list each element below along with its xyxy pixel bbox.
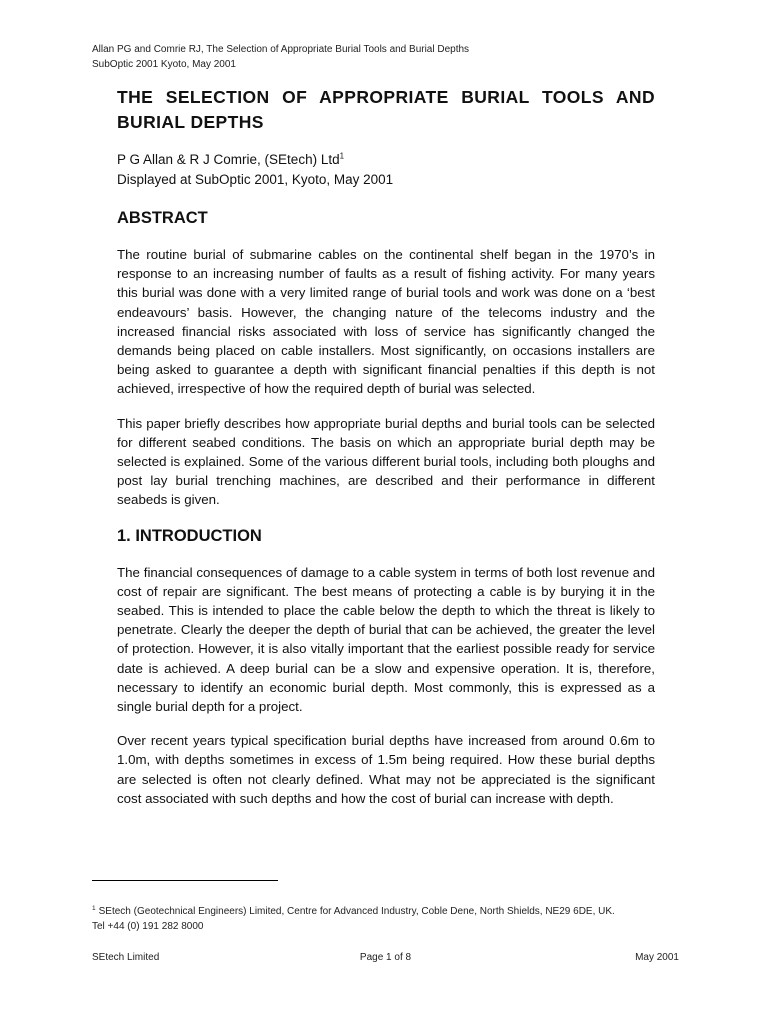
abstract-paragraph-1: The routine burial of submarine cables on the continental shelf began in the 1970’s in response to an increasing number of faults as a result of fishing activity. For many years this burial was done with a very limited range of burial tools and work was done on a ‘best endeavours’ basis. However, the changing nature of the telecoms industry and the increased financial risks associated with loss of service has significantly changed the demands being placed on cable installers. Most significantly, on occasions installers are being asked to guarantee a depth with significant financial penalties if this depth is not achieved, irrespective of how the required depth of burial was selected.: [117, 247, 655, 397]
footer-company: SEtech Limited: [92, 952, 160, 963]
footer-date: May 2001: [635, 952, 679, 963]
abstract-heading: ABSTRACT: [117, 209, 208, 227]
footer-page-number: Page 1 of 8: [359, 952, 412, 963]
footnote-line-2: Tel +44 (0) 191 282 8000: [92, 921, 204, 932]
footnote-text: SEtech (Geotechnical Engineers) Limited, Centre for Advanced Industry, Coble Dene, North Shields, NE29 6DE, UK.: [98, 906, 615, 917]
author-line: [117, 150, 655, 170]
page-body: [117, 85, 655, 808]
author-footnote-mark: 1: [339, 151, 345, 161]
footnote-mark: 1: [92, 904, 96, 912]
venue-line: Displayed at SubOptic 2001, Kyoto, May 2001: [117, 172, 394, 187]
running-header-line-1: Allan PG and Comrie RJ, The Selection of Appropriate Burial Tools and Burial Depths: [92, 44, 470, 55]
running-header: [92, 42, 469, 72]
author-names: P G Allan & R J Comrie, (SEtech) Ltd: [117, 152, 340, 167]
introduction-paragraph-2: Over recent years typical specification burial depths have increased from around 0.6m to 1.0m, with depths sometimes in excess of 1.5m being required. How these burial depths are selected is often not clearly defined. What may not be appreciated is the significant cost associated with such depths and how the cost of burial can increase with depth.: [117, 733, 655, 806]
introduction-paragraph-1: The financial consequences of damage to a cable system in terms of both lost revenue and cost of repair are significant. The best means of protecting a cable is by burying it in the seabed. This is intended to place the cable below the depth to which the threat is likely to penetrate. Clearly the deeper the depth of burial that can be achieved, the greater the level of protection. However, it is also vitally important that the earliest possible ready for service date is achieved. A deep burial can be a slow and expensive operation. It is, therefore, necessary to identify an economic burial depth. Most commonly, this is expressed as a single burial depth for a project.: [117, 564, 655, 715]
footnote-line-1: [92, 904, 615, 919]
introduction-heading: 1. INTRODUCTION: [117, 526, 262, 545]
footnote-divider: [92, 880, 278, 881]
footnote: [92, 904, 615, 934]
paper-title: THE SELECTION OF APPROPRIATE BURIAL TOOLS AND BURIAL DEPTHS: [117, 87, 655, 132]
running-header-line-2: SubOptic 2001 Kyoto, May 2001: [92, 59, 236, 70]
author-block: [117, 150, 655, 190]
abstract-paragraph-2: This paper briefly describes how appropriate burial depths and burial tools can be selected for different seabed conditions. The basis on which an appropriate burial depth may be selected is explained. Some of the various different burial tools, including both ploughs and post lay burial trenching machines, are described and their performance in different seabeds is given.: [117, 415, 655, 508]
